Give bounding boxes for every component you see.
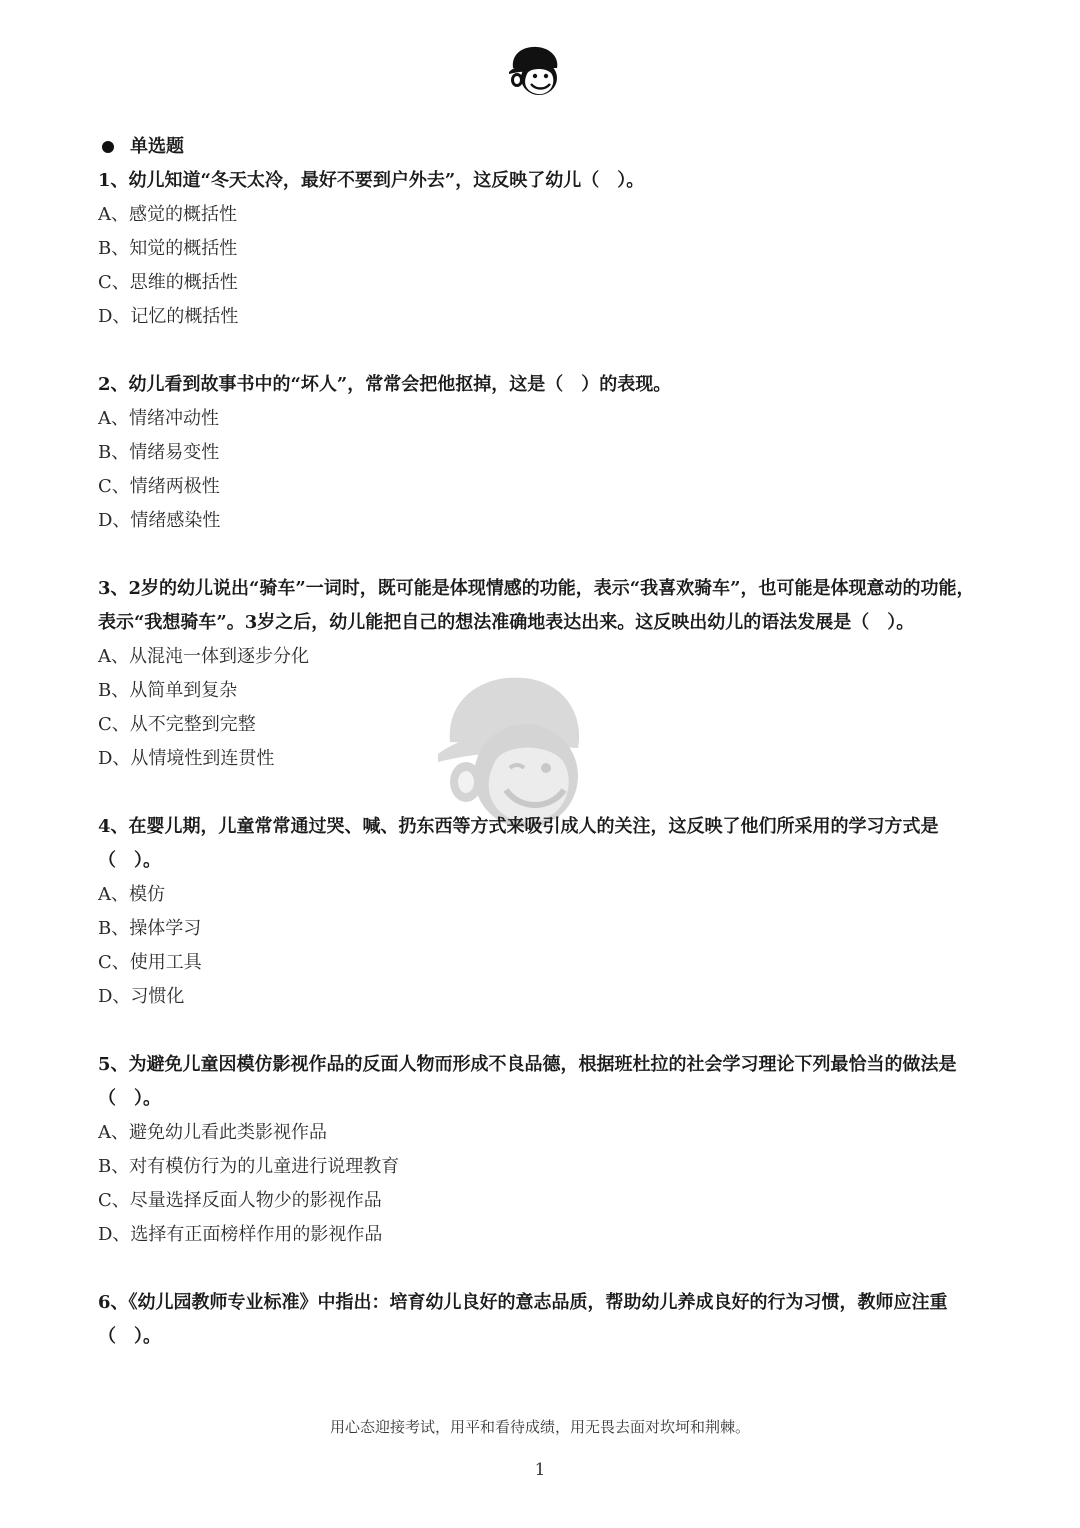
- option-a: A、避免幼儿看此类影视作品: [98, 1122, 327, 1143]
- page-number: 1: [534, 1460, 546, 1480]
- question-6: [98, 1286, 988, 1354]
- option-d: D、情绪感染性: [98, 510, 221, 531]
- option-d: D、选择有正面榜样作用的影视作品: [98, 1224, 383, 1245]
- option-a: A、从混沌一体到逐步分化: [98, 646, 309, 667]
- section-title: 单选题: [130, 136, 184, 157]
- option-b: B、知觉的概括性: [98, 238, 238, 259]
- question-4: [98, 810, 988, 1014]
- question-1: [98, 164, 988, 334]
- option-c: C、情绪两极性: [98, 476, 220, 497]
- option-d: D、从情境性到连贯性: [98, 748, 275, 769]
- monkey-mascot-icon: [505, 42, 565, 98]
- option-b: B、对有模仿行为的儿童进行说理教育: [98, 1156, 400, 1177]
- question-5: [98, 1048, 988, 1252]
- question-2: [98, 368, 988, 538]
- question-stem: 5、为避免儿童因模仿影视作品的反面人物而形成不良品德，根据班杜拉的社会学习理论下列最恰当的做法是（ ）。: [98, 1054, 957, 1109]
- option-c: C、使用工具: [98, 952, 202, 973]
- option-c: C、从不完整到完整: [98, 714, 256, 735]
- bullet-icon: [102, 141, 114, 153]
- option-d: D、记忆的概括性: [98, 306, 239, 327]
- option-c: C、尽量选择反面人物少的影视作品: [98, 1190, 382, 1211]
- footer-quote: 用心态迎接考试，用平和看待成绩，用无畏去面对坎坷和荆棘。: [329, 1418, 750, 1436]
- option-b: B、情绪易变性: [98, 442, 220, 463]
- option-a: A、模仿: [98, 884, 165, 905]
- section-heading: [98, 130, 988, 164]
- question-stem: 3、2岁的幼儿说出“骑车”一词时，既可能是体现情感的功能，表示“我喜欢骑车”，也可能是体现意动的功能，表示“我想骑车”。3岁之后，幼儿能把自己的想法准确地表达出来。这反映出幼儿的语法发展是（ ）。: [98, 578, 975, 633]
- option-a: A、感觉的概括性: [98, 204, 237, 225]
- question-stem: 4、在婴儿期，儿童常常通过哭、喊、扔东西等方式来吸引成人的关注，这反映了他们所采用的学习方式是（ ）。: [98, 816, 939, 871]
- question-stem: 6、《幼儿园教师专业标准》中指出：培育幼儿良好的意志品质，帮助幼儿养成良好的行为习惯，教师应注重（ ）。: [98, 1292, 948, 1347]
- option-c: C、思维的概括性: [98, 272, 238, 293]
- option-a: A、情绪冲动性: [98, 408, 219, 429]
- exam-content: [98, 130, 988, 1354]
- question-stem: 2、幼儿看到故事书中的“坏人”，常常会把他抠掉，这是（ ）的表现。: [98, 374, 672, 395]
- option-d: D、习惯化: [98, 986, 185, 1007]
- question-stem: 1、幼儿知道“冬天太冷，最好不要到户外去”，这反映了幼儿（ ）。: [98, 170, 645, 191]
- option-b: B、操体学习: [98, 918, 202, 939]
- option-b: B、从简单到复杂: [98, 680, 238, 701]
- question-3: [98, 572, 988, 776]
